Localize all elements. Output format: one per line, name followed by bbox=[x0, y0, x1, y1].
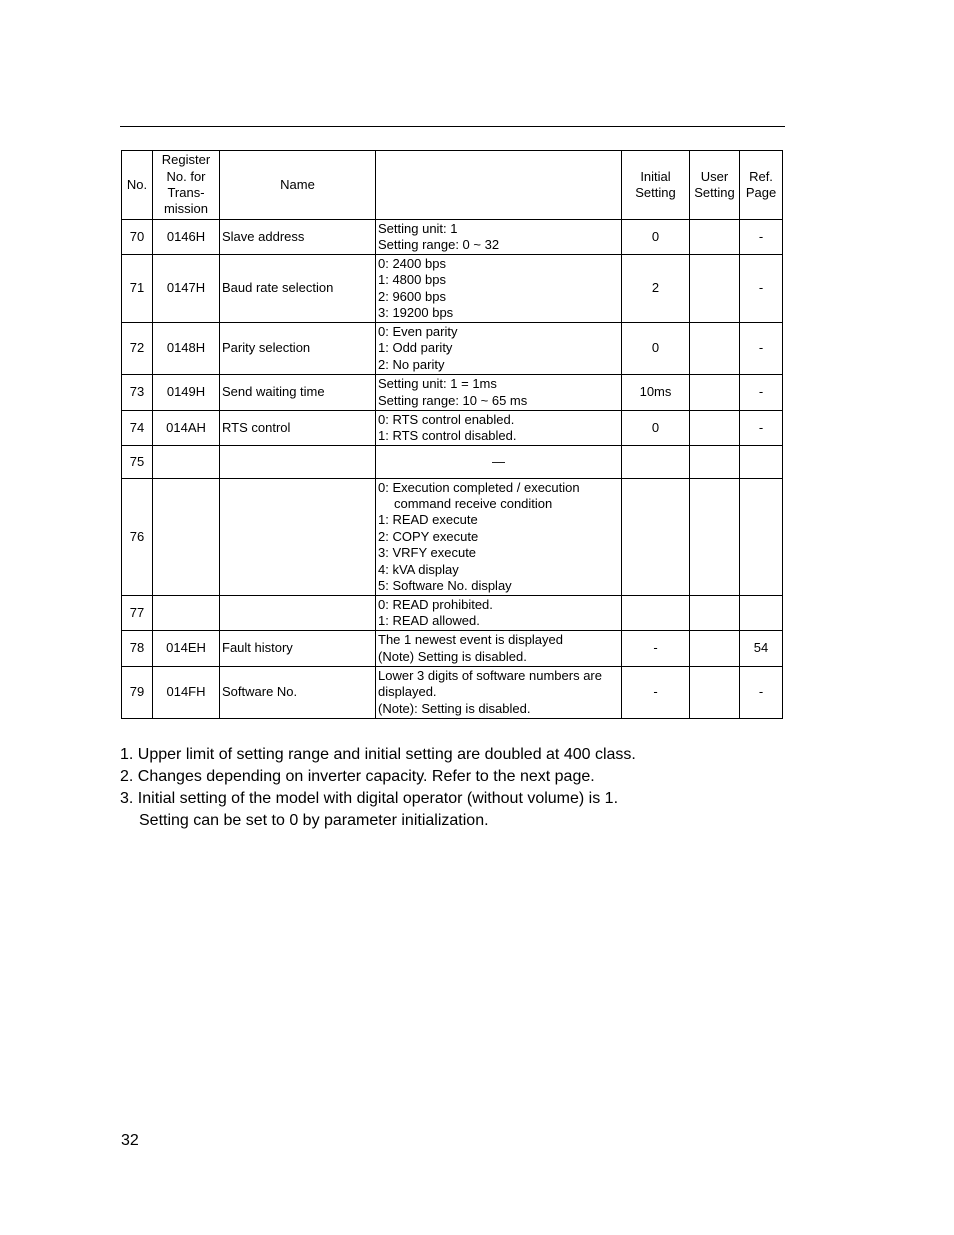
cell-register: 0146H bbox=[153, 220, 220, 255]
cell-content: 0: 2400 bps 1: 4800 bps 2: 9600 bps 3: 19200 bps bbox=[376, 255, 622, 323]
cell-content: Setting unit: 1 Setting range: 0 ~ 32 bbox=[376, 220, 622, 255]
cell-content: 0: Even parity 1: Odd parity 2: No parity bbox=[376, 323, 622, 375]
cell-ref: - bbox=[740, 667, 783, 719]
footnote-2: 2. Changes depending on inverter capacity. Refer to the next page. bbox=[120, 768, 595, 785]
cell-content: 0: RTS control enabled. 1: RTS control disabled. bbox=[376, 411, 622, 446]
cell-name: Baud rate selection bbox=[220, 255, 376, 323]
cell-content: 0: READ prohibited. 1: READ allowed. bbox=[376, 596, 622, 631]
cell-no: 79 bbox=[122, 667, 153, 719]
cell-content: Lower 3 digits of software numbers are displayed. (Note): Setting is disabled. bbox=[376, 667, 622, 719]
cell-name: Slave address bbox=[220, 220, 376, 255]
cell-register: 0148H bbox=[153, 323, 220, 375]
content-lines: 1: READ execute 2: COPY execute 3: VRFY execute 4: kVA display 5: Software No. display bbox=[378, 512, 512, 594]
header-name: Name bbox=[220, 151, 376, 220]
cell-name bbox=[220, 596, 376, 631]
table-row bbox=[122, 479, 783, 596]
cell-ref: - bbox=[740, 411, 783, 446]
cell-initial: - bbox=[622, 631, 690, 667]
cell-no: 71 bbox=[122, 255, 153, 323]
table-row bbox=[122, 375, 783, 411]
cell-content: — bbox=[376, 446, 622, 479]
cell-ref bbox=[740, 596, 783, 631]
table-row bbox=[122, 255, 783, 323]
table-row bbox=[122, 596, 783, 631]
cell-initial: 0 bbox=[622, 411, 690, 446]
cell-register: 014FH bbox=[153, 667, 220, 719]
header-ref-page: Ref. Page bbox=[740, 151, 783, 220]
page-number: 32 bbox=[121, 1132, 139, 1149]
cell-initial: 10ms bbox=[622, 375, 690, 411]
cell-register bbox=[153, 596, 220, 631]
cell-no: 76 bbox=[122, 479, 153, 596]
cell-name bbox=[220, 479, 376, 596]
cell-initial: 2 bbox=[622, 255, 690, 323]
cell-initial: 0 bbox=[622, 220, 690, 255]
content-line-indented: command receive condition bbox=[394, 495, 553, 511]
header-no: No. bbox=[122, 151, 153, 220]
cell-initial: 0 bbox=[622, 323, 690, 375]
cell-user bbox=[690, 479, 740, 596]
cell-user bbox=[690, 411, 740, 446]
cell-ref: - bbox=[740, 323, 783, 375]
header-content bbox=[376, 151, 622, 220]
cell-name: Send waiting time bbox=[220, 375, 376, 411]
cell-name: Software No. bbox=[220, 667, 376, 719]
header-user-setting: User Setting bbox=[690, 151, 740, 220]
cell-user bbox=[690, 631, 740, 667]
cell-user bbox=[690, 667, 740, 719]
cell-user bbox=[690, 596, 740, 631]
footnote-3-continued: Setting can be set to 0 by parameter initialization. bbox=[139, 812, 489, 829]
header-initial-setting: Initial Setting bbox=[622, 151, 690, 220]
footnotes bbox=[120, 744, 820, 832]
cell-ref: - bbox=[740, 220, 783, 255]
cell-no: 70 bbox=[122, 220, 153, 255]
cell-name: RTS control bbox=[220, 411, 376, 446]
table-row bbox=[122, 220, 783, 255]
cell-no: 73 bbox=[122, 375, 153, 411]
footnote-1: 1. Upper limit of setting range and initial setting are doubled at 400 class. bbox=[120, 746, 636, 763]
cell-register: 014EH bbox=[153, 631, 220, 667]
table-row bbox=[122, 631, 783, 667]
cell-user bbox=[690, 255, 740, 323]
cell-ref bbox=[740, 479, 783, 596]
cell-name: Fault history bbox=[220, 631, 376, 667]
cell-user bbox=[690, 375, 740, 411]
table-row bbox=[122, 446, 783, 479]
cell-register bbox=[153, 446, 220, 479]
cell-no: 74 bbox=[122, 411, 153, 446]
cell-user bbox=[690, 323, 740, 375]
table-row bbox=[122, 411, 783, 446]
cell-register: 014AH bbox=[153, 411, 220, 446]
cell-no: 75 bbox=[122, 446, 153, 479]
cell-no: 77 bbox=[122, 596, 153, 631]
table-row bbox=[122, 323, 783, 375]
cell-ref: - bbox=[740, 255, 783, 323]
cell-register: 0147H bbox=[153, 255, 220, 323]
cell-initial bbox=[622, 446, 690, 479]
cell-ref: - bbox=[740, 375, 783, 411]
cell-name: Parity selection bbox=[220, 323, 376, 375]
table-row bbox=[122, 667, 783, 719]
cell-no: 78 bbox=[122, 631, 153, 667]
cell-register: 0149H bbox=[153, 375, 220, 411]
cell-initial bbox=[622, 479, 690, 596]
content-line: 0: Execution completed / execution bbox=[378, 479, 580, 495]
cell-user bbox=[690, 220, 740, 255]
cell-content: Setting unit: 1 = 1ms Setting range: 10 ~ 65 ms bbox=[376, 375, 622, 411]
header-rule bbox=[120, 126, 785, 127]
cell-ref: 54 bbox=[740, 631, 783, 667]
cell-content: The 1 newest event is displayed (Note) Setting is disabled. bbox=[376, 631, 622, 667]
cell-name bbox=[220, 446, 376, 479]
cell-initial bbox=[622, 596, 690, 631]
cell-initial: - bbox=[622, 667, 690, 719]
parameter-table bbox=[121, 150, 783, 719]
cell-content bbox=[376, 479, 622, 596]
table-header-row bbox=[122, 151, 783, 220]
cell-user bbox=[690, 446, 740, 479]
cell-ref bbox=[740, 446, 783, 479]
cell-no: 72 bbox=[122, 323, 153, 375]
cell-register bbox=[153, 479, 220, 596]
footnote-3: 3. Initial setting of the model with digital operator (without volume) is 1. bbox=[120, 790, 619, 807]
header-register: Register No. for Trans- mission bbox=[153, 151, 220, 220]
